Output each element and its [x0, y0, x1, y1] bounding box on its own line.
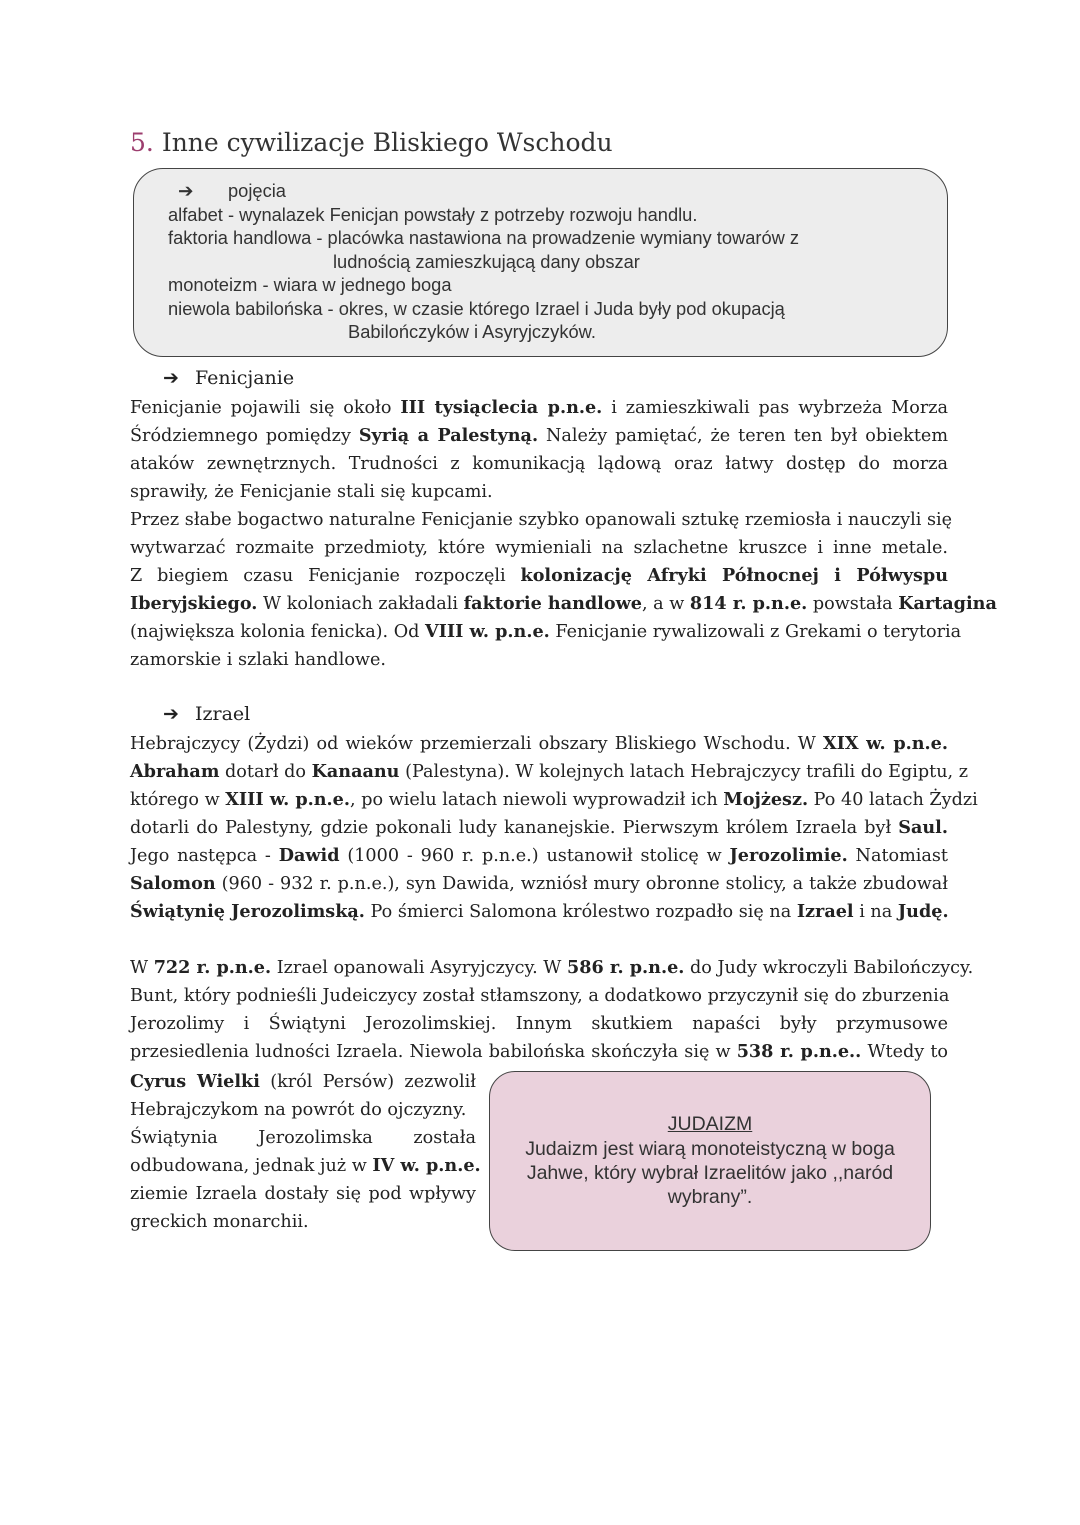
bold-term: faktorie handlowe: [463, 593, 642, 614]
judaizm-line: wybrany”.: [667, 1186, 753, 1208]
definitions-title: pojęcia: [228, 180, 286, 201]
definitions-heading: [168, 179, 938, 203]
bold-term: Abraham: [130, 761, 220, 782]
bold-term: Saul.: [898, 817, 948, 838]
bold-term: IV w. p.n.e.: [372, 1155, 481, 1176]
right-arrow-icon: ➔: [163, 703, 179, 725]
judaizm-box: [489, 1071, 931, 1251]
definitions-box: [133, 168, 948, 357]
text-line: Z biegiem czasu Fenicjanie rozpoczęli kolonizację Afryki Północnej i Półwyspu: [130, 565, 948, 586]
text-line: Abraham dotarł do Kanaanu (Palestyna). W kolejnych latach Hebrajczycy trafili do Egiptu, z: [130, 761, 969, 782]
paragraph-izrael: [130, 730, 978, 926]
paragraph-izrael-niewola: [130, 954, 974, 1066]
text-line: Iberyjskiego. W koloniach zakładali faktorie handlowe, a w 814 r. p.n.e. powstała Kartagina: [130, 593, 997, 614]
bold-term: III tysiąclecia p.n.e.: [400, 397, 603, 418]
text-line: Jerozolimy i Świątyni Jerozolimskiej. Innym skutkiem napaści były przymusowe: [130, 1014, 948, 1034]
text-line: zamorskie i szlaki handlowe.: [130, 650, 386, 670]
bold-term: 814 r. p.n.e.: [689, 593, 808, 614]
bold-term: Izrael: [796, 901, 854, 922]
right-arrow-icon: ➔: [178, 180, 194, 201]
subheading-izrael: [163, 703, 250, 725]
definition-faktoria: faktoria handlowa - placówka nastawiona na prowadzenie wymiany towarów z: [168, 227, 800, 248]
text-line: odbudowana, jednak już w IV w. p.n.e.: [130, 1155, 481, 1176]
text-line: ziemie Izraela dostały się pod wpływy: [130, 1184, 476, 1204]
definition-faktoria-cont: ludnością zamieszkującą dany obszar: [333, 250, 640, 272]
text-line: Świątynia Jerozolimska została: [130, 1128, 476, 1148]
bold-term: 722 r. p.n.e.: [153, 957, 272, 978]
page-title: [130, 128, 613, 157]
text-line: Hebrajczykom na powrót do ojczyzny.: [130, 1100, 467, 1120]
bold-term: Mojżesz.: [723, 789, 809, 810]
definition-niewola: niewola babilońska - okres, w czasie którego Izrael i Juda były pod okupacją: [168, 297, 785, 319]
text-line: Jego następca - Dawid (1000 - 960 r. p.n.e.) ustanowił stolicę w Jerozolimie. Natomiast: [130, 845, 949, 866]
text-line: Salomon (960 - 932 r. p.n.e.), syn Dawida, wzniósł mury obronne stolicy, a także zbudował: [130, 873, 948, 894]
text-line: którego w XIII w. p.n.e., po wielu latach niewoli wyprowadził ich Mojżesz. Po 40 latach Żydzi: [130, 789, 978, 810]
bold-term: Dawid: [278, 845, 340, 866]
text-line: Śródziemnego pomiędzy Syrią a Palestyną. Należy pamiętać, że teren ten był obiektem: [130, 425, 949, 446]
bold-term: Kanaanu: [311, 761, 400, 782]
bold-term: VIII w. p.n.e.: [425, 621, 550, 642]
right-arrow-icon: ➔: [163, 367, 179, 389]
text-line: przesiedlenia ludności Izraela. Niewola babilońska skończyła się w 538 r. p.n.e.. Wtedy to: [130, 1041, 949, 1062]
text-line: Cyrus Wielki (król Persów) zezwolił: [130, 1071, 476, 1092]
bold-term: Salomon: [130, 873, 216, 894]
bold-term: Syrią a Palestyną.: [358, 425, 539, 446]
text-line: W 722 r. p.n.e. Izrael opanowali Asyryjczycy. W 586 r. p.n.e. do Judy wkroczyli Babilończycy.: [130, 957, 974, 978]
bold-term: Świątynię Jerozolimską.: [130, 901, 365, 922]
text-line: Przez słabe bogactwo naturalne Fenicjanie szybko opanowali sztukę rzemiosła i nauczyli się: [130, 510, 953, 530]
text-line: sprawiły, że Fenicjanie stali się kupcami.: [130, 482, 493, 502]
bold-term: Cyrus Wielki: [130, 1071, 260, 1092]
text-line: Hebrajczycy (Żydzi) od wieków przemierzali obszary Bliskiego Wschodu. W XIX w. p.n.e.: [130, 733, 948, 754]
text-line: ataków zewnętrznych. Trudności z komunikacją lądową oraz łatwy dostęp do morza: [130, 454, 948, 474]
bold-term: XIX w. p.n.e.: [823, 733, 948, 754]
bold-term: Jerozolimie.: [729, 845, 848, 866]
subheading-izrael-text: Izrael: [195, 703, 251, 725]
paragraph-fenicjanie: [130, 394, 997, 674]
text-line: dotarli do Palestyny, gdzie pokonali ludy kananejskie. Pierwszym królem Izraela był Saul.: [130, 817, 948, 838]
text-line: Świątynię Jerozolimską. Po śmierci Salomona królestwo rozpadło się na Izrael i na Judę.: [130, 901, 949, 922]
judaizm-line: Judaizm jest wiarą monoteistyczną w boga: [525, 1138, 895, 1160]
text-line: wytwarzać rozmaite przedmioty, które wymieniali na szlachetne kruszce i inne metale.: [130, 538, 948, 558]
definition-niewola-cont: Babilończyków i Asyryjczyków.: [348, 321, 596, 342]
text-line: (największa kolonia fenicka). Od VIII w. p.n.e. Fenicjanie rywalizowali z Grekami o terytoria: [130, 621, 962, 642]
bold-term: kolonizację Afryki Północnej i Półwyspu: [520, 565, 948, 586]
bold-term: XIII w. p.n.e.: [225, 789, 351, 810]
definition-monoteizm: monoteizm - wiara w jednego boga: [168, 274, 452, 295]
subheading-fenicjanie: [163, 367, 294, 389]
text-line: greckich monarchii.: [130, 1212, 309, 1232]
judaizm-line: Jahwe, który wybrał Izraelitów jako ,,naród: [526, 1162, 894, 1184]
bold-term: Kartagina: [898, 593, 997, 614]
paragraph-izrael-cyrus: [130, 1068, 481, 1236]
section-title: Inne cywilizacje Bliskiego Wschodu: [161, 128, 613, 157]
text-line: Fenicjanie pojawili się około III tysiąclecia p.n.e. i zamieszkiwali pas wybrzeża Morza: [130, 397, 948, 418]
subheading-fenicjanie-text: Fenicjanie: [195, 367, 295, 389]
definition-alfabet: alfabet - wynalazek Fenicjan powstały z potrzeby rozwoju handlu.: [168, 203, 698, 225]
bold-term: 586 r. p.n.e.: [566, 957, 685, 978]
bold-term: Judę.: [897, 901, 949, 922]
section-number: 5.: [130, 128, 154, 157]
text-line: Bunt, który podnieśli Judeiczycy został stłamszony, a dodatkowo przyczynił się do zburzenia: [130, 986, 950, 1006]
judaizm-title: JUDAIZM: [667, 1113, 753, 1135]
bold-term: 538 r. p.n.e..: [736, 1041, 862, 1062]
bold-term: Iberyjskiego.: [130, 593, 258, 614]
